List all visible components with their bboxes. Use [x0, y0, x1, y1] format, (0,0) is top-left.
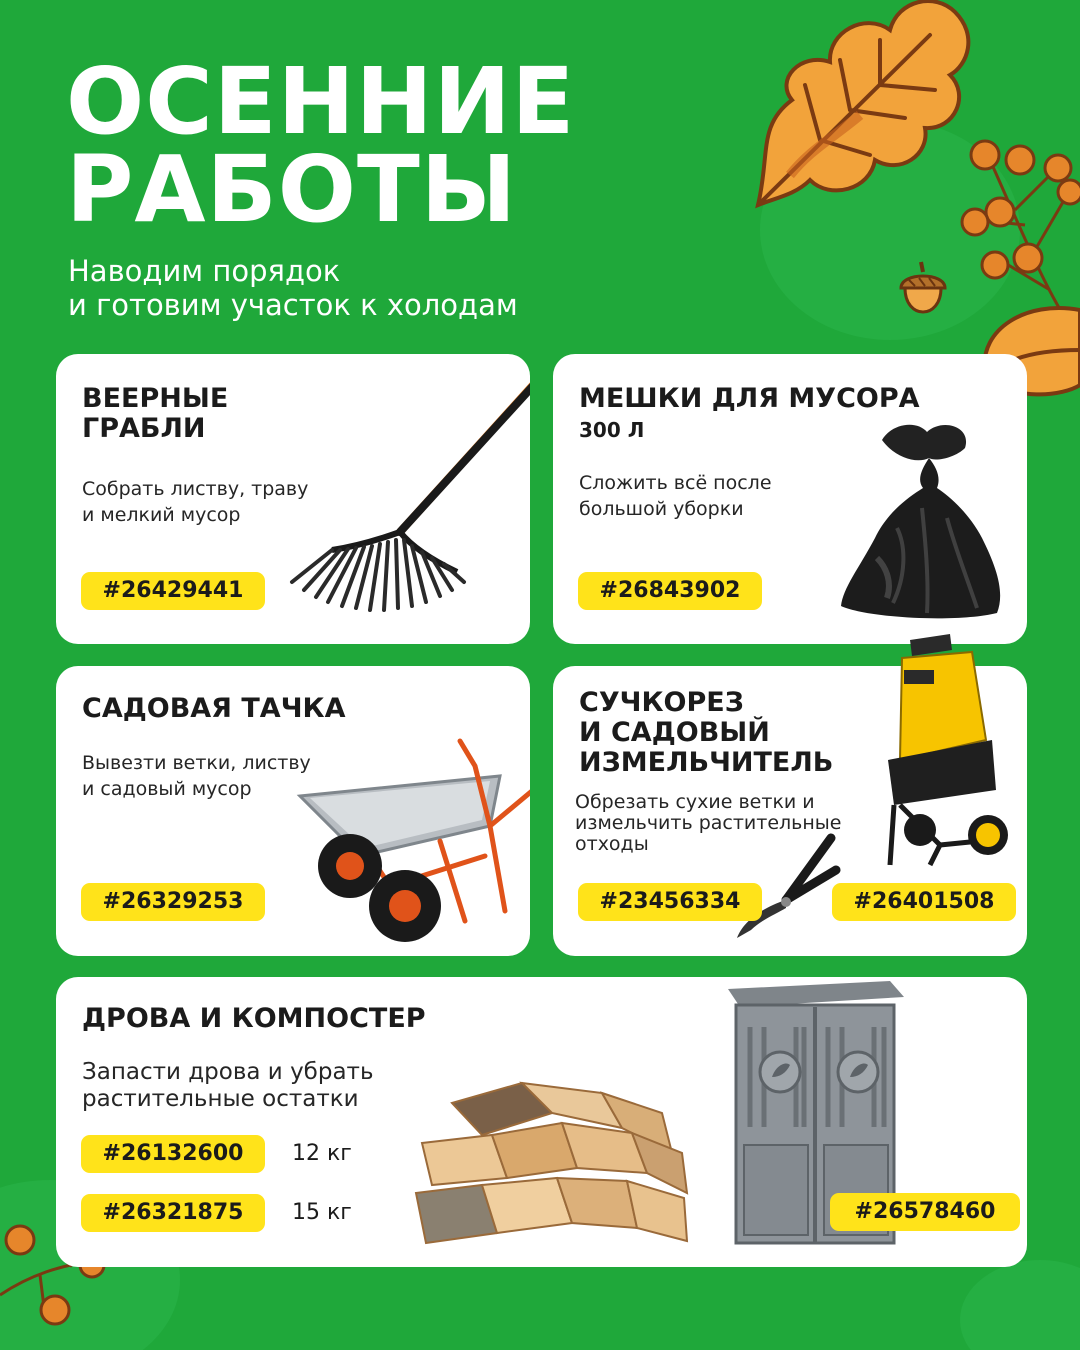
desc-line: растительные остатки [82, 1086, 359, 1112]
desc-line: Вывезти ветки, листву [82, 752, 311, 774]
card-description [82, 476, 308, 528]
bg-blob [960, 1260, 1080, 1350]
page-subtitle [68, 254, 518, 322]
card-title-line: И САДОВЫЙ [579, 717, 770, 748]
card-description [579, 470, 772, 522]
article-tag[interactable]: #26578460 [830, 1193, 1020, 1231]
desc-line: отходы [575, 833, 649, 855]
card-trash-bags[interactable] [553, 354, 1027, 644]
card-title-line: ВЕЕРНЫЕ [82, 383, 229, 414]
card-description [82, 1059, 374, 1113]
article-tag[interactable]: #26401508 [832, 883, 1016, 921]
weight-label: 15 кг [292, 1200, 352, 1225]
desc-line: Обрезать сухие ветки и [575, 791, 815, 813]
subtitle-line: Наводим порядок [68, 254, 341, 288]
card-rakes[interactable] [56, 354, 530, 644]
firewood-icon [412, 1073, 692, 1251]
desc-line: Запасти дрова и убрать [82, 1059, 374, 1085]
card-description [82, 750, 311, 802]
desc-line: и садовый мусор [82, 778, 252, 800]
card-subtitle: 300 Л [579, 418, 645, 442]
desc-line: и мелкий мусор [82, 504, 241, 526]
desc-line: Сложить всё после [579, 472, 772, 494]
card-title-line: СУЧКОРЕЗ [579, 687, 744, 718]
page-title [66, 48, 576, 243]
card-title: САДОВАЯ ТАЧКА [82, 693, 346, 724]
title-line: ОСЕННИЕ [66, 48, 576, 155]
card-title: МЕШКИ ДЛЯ МУСОРА [579, 383, 920, 414]
desc-line: Собрать листву, траву [82, 478, 309, 500]
card-firewood-composter[interactable] [56, 977, 1027, 1267]
weight-label: 12 кг [292, 1141, 352, 1166]
desc-line: измельчить растительные [575, 812, 842, 834]
card-title [579, 688, 833, 778]
garden-shredder-icon [880, 630, 1010, 870]
article-tag[interactable]: #26321875 [81, 1194, 265, 1232]
acorn-icon [895, 258, 951, 330]
card-wheelbarrow[interactable] [56, 666, 530, 956]
article-tag[interactable]: #26843902 [578, 572, 762, 610]
article-tag[interactable]: #26429441 [81, 572, 265, 610]
card-title [82, 384, 228, 444]
trash-bag-icon [837, 418, 1007, 624]
card-title: ДРОВА И КОМПОСТЕР [82, 1003, 426, 1034]
desc-line: большой уборки [579, 498, 744, 520]
card-title-line: ИЗМЕЛЬЧИТЕЛЬ [579, 747, 834, 778]
card-title-line: ГРАБЛИ [82, 413, 206, 444]
article-tag[interactable]: #26329253 [81, 883, 265, 921]
rake-icon [282, 354, 530, 622]
wheelbarrow-icon [290, 736, 530, 946]
article-tag[interactable]: #26132600 [81, 1135, 265, 1173]
title-line: РАБОТЫ [66, 136, 518, 243]
subtitle-line: и готовим участок к холодам [68, 288, 518, 322]
article-tag[interactable]: #23456334 [578, 883, 762, 921]
